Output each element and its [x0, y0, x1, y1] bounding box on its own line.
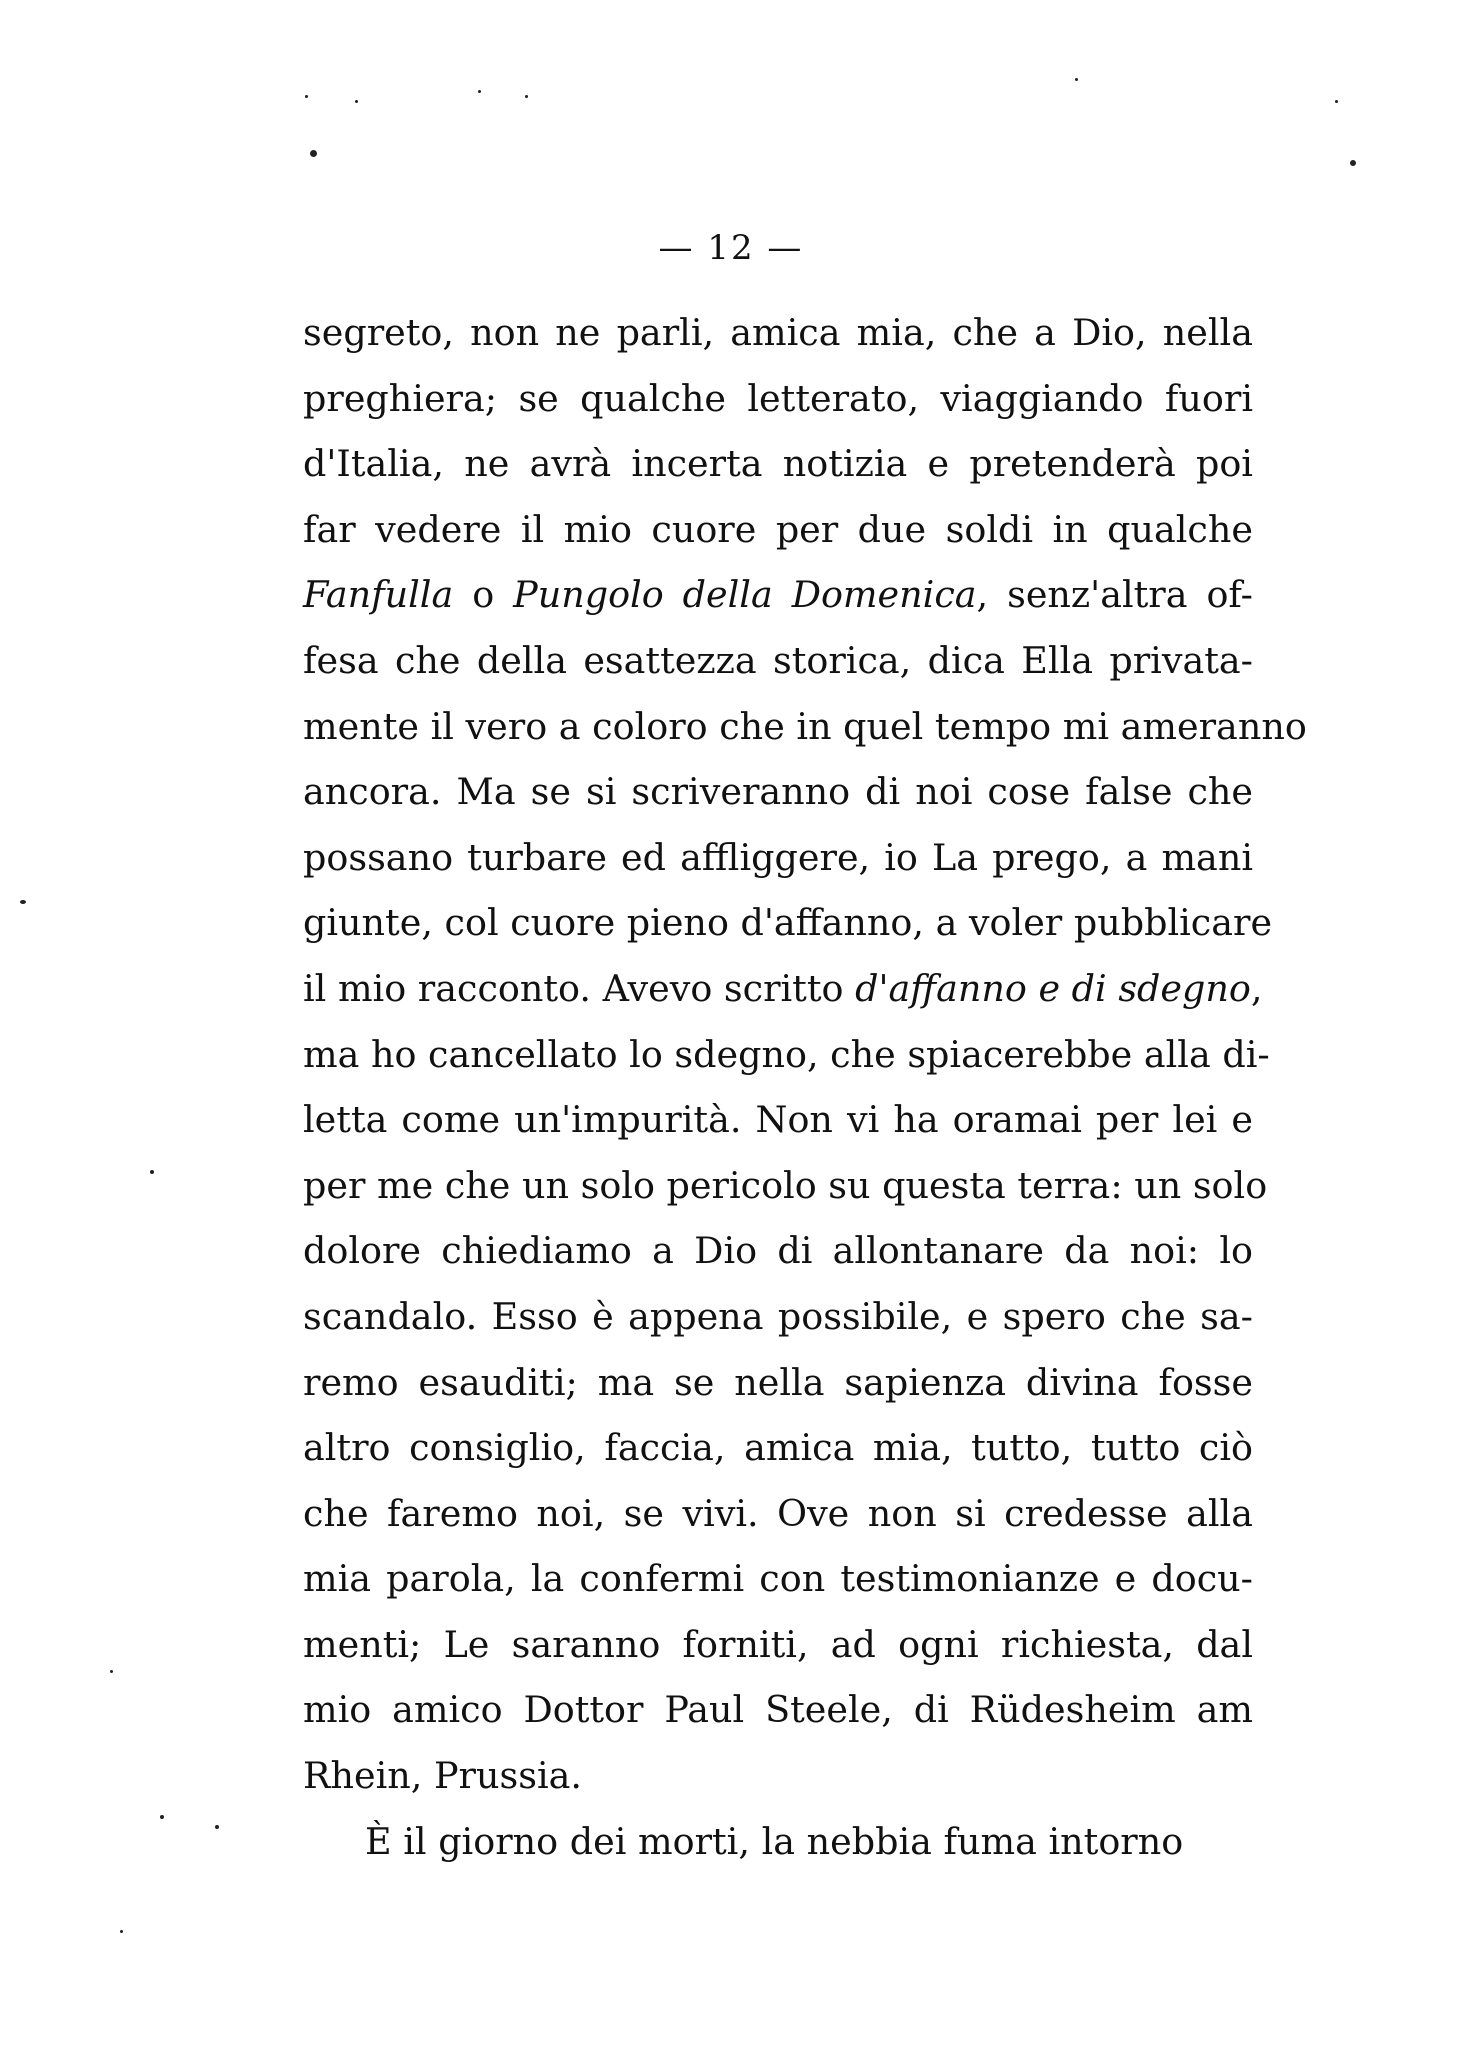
text-line — [303, 431, 1253, 497]
text-segment: mia parola, la confermi con testimonianze e docu- — [303, 1557, 1253, 1601]
scan-speck — [110, 1670, 113, 1673]
text-line — [303, 694, 1307, 760]
text-segment: scandalo. Esso è appena possibile, e spero che sa- — [303, 1294, 1253, 1338]
text-line — [303, 759, 1253, 825]
scan-speck — [160, 1815, 164, 1819]
scan-speck — [355, 100, 358, 103]
text-segment: Rhein, Prussia. — [303, 1754, 582, 1798]
text-line — [303, 1546, 1253, 1612]
scan-speck — [478, 90, 481, 93]
text-line — [303, 1153, 1268, 1219]
scan-speck — [1075, 78, 1078, 81]
scan-speck — [120, 1930, 123, 1933]
italic-title: Fanfulla — [303, 573, 454, 617]
scan-speck — [305, 95, 308, 98]
body-text — [303, 300, 1307, 1874]
text-segment: o — [453, 573, 514, 617]
text-line — [303, 1350, 1253, 1416]
text-segment: preghiera; se qualche letterato, viaggiando fuori — [303, 376, 1253, 420]
text-segment: mente il vero a coloro che in quel tempo mi ameranno — [303, 704, 1307, 748]
italic-title: Pungolo della Domenica — [513, 573, 977, 617]
text-line — [303, 300, 1253, 366]
text-segment: dolore chiediamo a Dio di allontanare da noi: lo — [303, 1229, 1253, 1273]
text-line — [303, 1087, 1253, 1153]
text-segment: il mio racconto. Avevo scritto — [303, 966, 856, 1010]
page-number: — 12 — — [658, 228, 804, 268]
scan-speck — [150, 1170, 154, 1174]
text-line — [303, 1284, 1253, 1350]
text-line — [303, 1612, 1253, 1678]
text-line — [303, 956, 1263, 1022]
text-segment: far vedere il mio cuore per due soldi in qualche — [303, 507, 1253, 551]
text-segment: È il giorno dei morti, la nebbia fuma intorno — [365, 1819, 1184, 1863]
text-segment: letta come un'impurità. Non vi ha oramai per lei e — [303, 1098, 1253, 1142]
text-segment: per me che un solo pericolo su questa terra: un solo — [303, 1163, 1268, 1207]
text-segment: ancora. Ma se si scriveranno di noi cose false che — [303, 770, 1253, 814]
text-segment: possano turbare ed affliggere, io La prego, a mani — [303, 835, 1253, 879]
text-line — [303, 1677, 1253, 1743]
scan-speck — [310, 150, 317, 157]
text-segment: segreto, non ne parli, amica mia, che a Dio, nella — [303, 311, 1253, 354]
text-segment: , — [1250, 966, 1263, 1010]
scan-speck — [215, 1825, 219, 1829]
text-line — [303, 1743, 1253, 1809]
text-segment: , senz'altra of- — [976, 573, 1253, 617]
text-segment: giunte, col cuore pieno d'affanno, a voler pubblicare — [303, 901, 1273, 945]
text-line — [303, 1809, 1253, 1875]
text-segment: remo esauditi; ma se nella sapienza divina fosse — [303, 1360, 1253, 1404]
text-segment: d'Italia, ne avrà incerta notizia e pretenderà poi — [303, 442, 1253, 486]
text-segment: menti; Le saranno forniti, ad ogni richiesta, dal — [303, 1622, 1253, 1666]
text-segment: che faremo noi, se vivi. Ove non si credesse alla — [303, 1491, 1253, 1535]
text-line — [303, 366, 1253, 432]
text-line — [303, 562, 1253, 628]
text-line — [303, 1022, 1270, 1088]
text-segment: ma ho cancellato lo sdegno, che spiacerebbe alla di- — [303, 1032, 1270, 1076]
scan-speck — [20, 900, 26, 904]
text-line — [303, 1481, 1253, 1547]
text-segment: fesa che della esattezza storica, dica Ella privata- — [303, 638, 1253, 682]
scan-speck — [1350, 160, 1356, 166]
scan-speck — [525, 95, 528, 98]
scan-speck — [1335, 100, 1338, 103]
text-line — [303, 628, 1253, 694]
text-line — [303, 497, 1253, 563]
text-segment: mio amico Dottor Paul Steele, di Rüdesheim am — [303, 1688, 1253, 1732]
text-line — [303, 825, 1253, 891]
text-line — [303, 1415, 1253, 1481]
italic-title: d'affanno e di sdegno — [855, 966, 1251, 1010]
text-line — [303, 1218, 1253, 1284]
text-segment: altro consiglio, faccia, amica mia, tutto, tutto ciò — [303, 1426, 1253, 1470]
text-line — [303, 890, 1273, 956]
